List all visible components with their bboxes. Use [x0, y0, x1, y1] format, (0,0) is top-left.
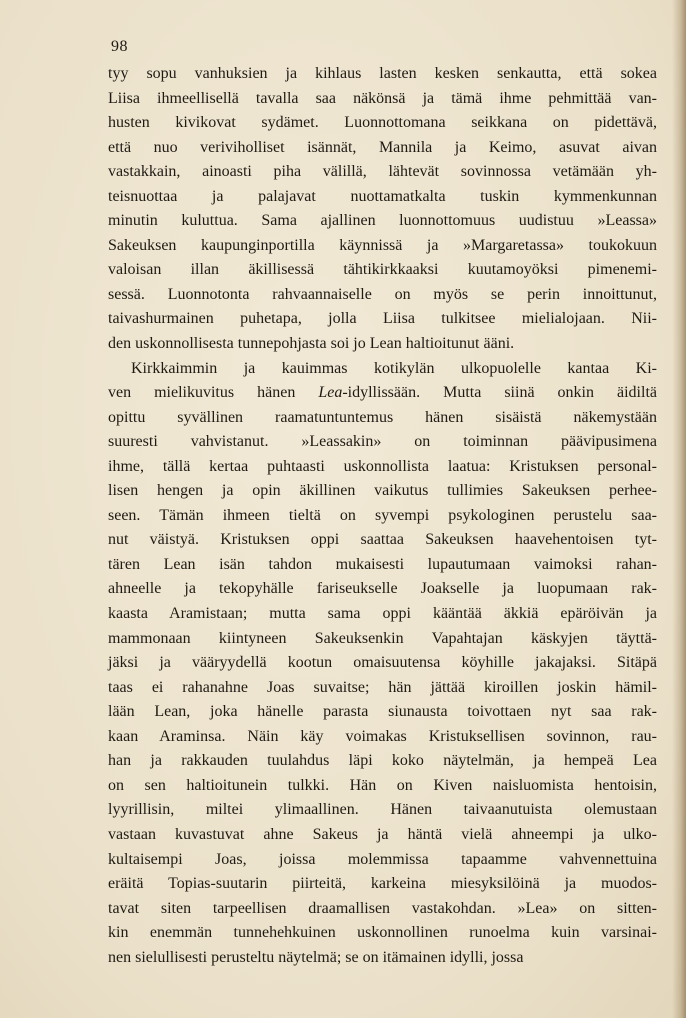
text-line: ven mielikuvitus hänen Lea-idyllissään. Mutta siinä onkin äidiltä: [108, 384, 657, 402]
paragraph: [108, 62, 657, 357]
text-line: han ja rakkauden tuulahdus läpi koko näytelmän, ja hempeä Lea: [108, 752, 657, 770]
text-line: tavat siten tarpeellisen draamallisen vastakohdan. »Lea» on sitten-: [108, 899, 657, 917]
text-line: teisnuottaa ja palajavat nuottamatkalta tuskin kymmenkunnan: [108, 187, 657, 205]
text-line: jäksi ja vääryydellä kootun omaisuutensa köyhille jakajaksi. Sitäpä: [108, 654, 657, 672]
text-line: kaan Araminsa. Näin käy voimakas Kristuksellisen sovinnon, rau-: [108, 727, 657, 745]
text-line: nen sielullisesti perusteltu näytelmä; se on itämainen idylli, jossa: [108, 948, 524, 966]
text-line: vastaan kuvastuvat ahne Sakeus ja häntä vielä ahneempi ja ulko-: [108, 825, 657, 843]
text-line: kaasta Aramistaan; mutta sama oppi kääntää äkkiä epäröivän ja: [108, 605, 657, 623]
text-line: mammonaan kiintyneen Sakeuksenkin Vapahtajan käskyjen täyttä-: [108, 629, 657, 647]
text-line: husten kivikovat sydämet. Luonnottomana seikkana on pidettävä,: [108, 114, 657, 132]
text-line: suuresti vahvistanut. »Leassakin» on toiminnan päävipusimena: [108, 433, 657, 451]
paragraphs: [108, 62, 657, 970]
text-line: ihme, tällä kertaa puhtaasti uskonnollista laatua: Kristuksen personal-: [108, 457, 657, 475]
text-line: Kirkkaimmin ja kauimmas kotikylän ulkopuolelle kantaa Ki-: [131, 359, 657, 377]
text-line: seen. Tämän ihmeen tieltä on syvempi psykologinen perustelu saa-: [108, 506, 657, 524]
text-line: den uskonnollisesta tunnepohjasta soi jo Lean haltioitunut ääni.: [108, 335, 515, 353]
text-line: opittu syvällinen raamatuntuntemus hänen sisäistä näkemystään: [108, 408, 657, 426]
text-line: kultaisempi Joas, joissa molemmissa tapaamme vahvennettuina: [108, 850, 657, 868]
text-line: lyyrillisin, miltei ylimaallinen. Hänen taivaanutuista olemustaan: [108, 801, 657, 819]
text-line: tären Lean isän tahdon mukaisesti lupautumaan vaimoksi rahan-: [108, 555, 657, 573]
text-line: kin enemmän tunnehehkuinen uskonnollinen runoelma kuin varsinai-: [108, 924, 657, 942]
text-line: nut väistyä. Kristuksen oppi saattaa Sakeuksen haavehentoisen tyt-: [108, 531, 657, 549]
italic-title: Lea: [318, 384, 343, 402]
page-number: 98: [111, 38, 128, 55]
paragraph: [108, 357, 657, 971]
text-line: lisen hengen ja opin äkillinen vaikutus tullimies Sakeuksen perhee-: [108, 482, 657, 500]
text-line: ahneelle ja tekopyhälle fariseukselle Joakselle ja luopumaan rak-: [108, 580, 657, 598]
text-line: on sen haltioitunein tulkki. Hän on Kiven naisluomista hentoisin,: [108, 776, 657, 794]
text-line: että nuo veriviholliset isännät, Mannila ja Keimo, asuvat aivan: [108, 138, 657, 156]
text-line: taivashurmainen puhetapa, jolla Liisa tulkitsee mielialojaan. Nii-: [108, 310, 657, 328]
text-line: eräitä Topias-suutarin piirteitä, karkeina miesyksilöinä ja muodos-: [108, 875, 657, 893]
text-line: Sakeuksen kaupunginportilla käynnissä ja »Margaretassa» toukokuun: [108, 236, 657, 254]
text-line: vastakkain, ainoasti piha välillä, lähtevät sovinnossa vetämään yh-: [108, 163, 657, 181]
page-edge-shadow: [672, 0, 686, 1018]
body-text: [108, 62, 657, 970]
text-line: lään Lean, joka hänelle parasta siunausta toivottaen nyt saa rak-: [108, 703, 657, 721]
text-line: minutin kuluttua. Sama ajallinen luonnottomuus uudistuu »Leassa»: [108, 212, 657, 230]
text-line: Liisa ihmeellisellä tavalla saa näkönsä ja tämä ihme pehmittää van-: [108, 89, 657, 107]
text-line: sessä. Luonnotonta rahvaannaiselle on myös se perin innoittunut,: [108, 285, 657, 303]
text-line: taas ei rahanahne Joas suvaitse; hän jättää kiroillen joskin hämil-: [108, 678, 657, 696]
text-line: valoisan illan äkillisessä tähtikirkkaaksi kuutamoyöksi pimenemi-: [108, 261, 657, 279]
text-line: tyy sopu vanhuksien ja kihlaus lasten kesken senkautta, että sokea: [108, 65, 657, 82]
